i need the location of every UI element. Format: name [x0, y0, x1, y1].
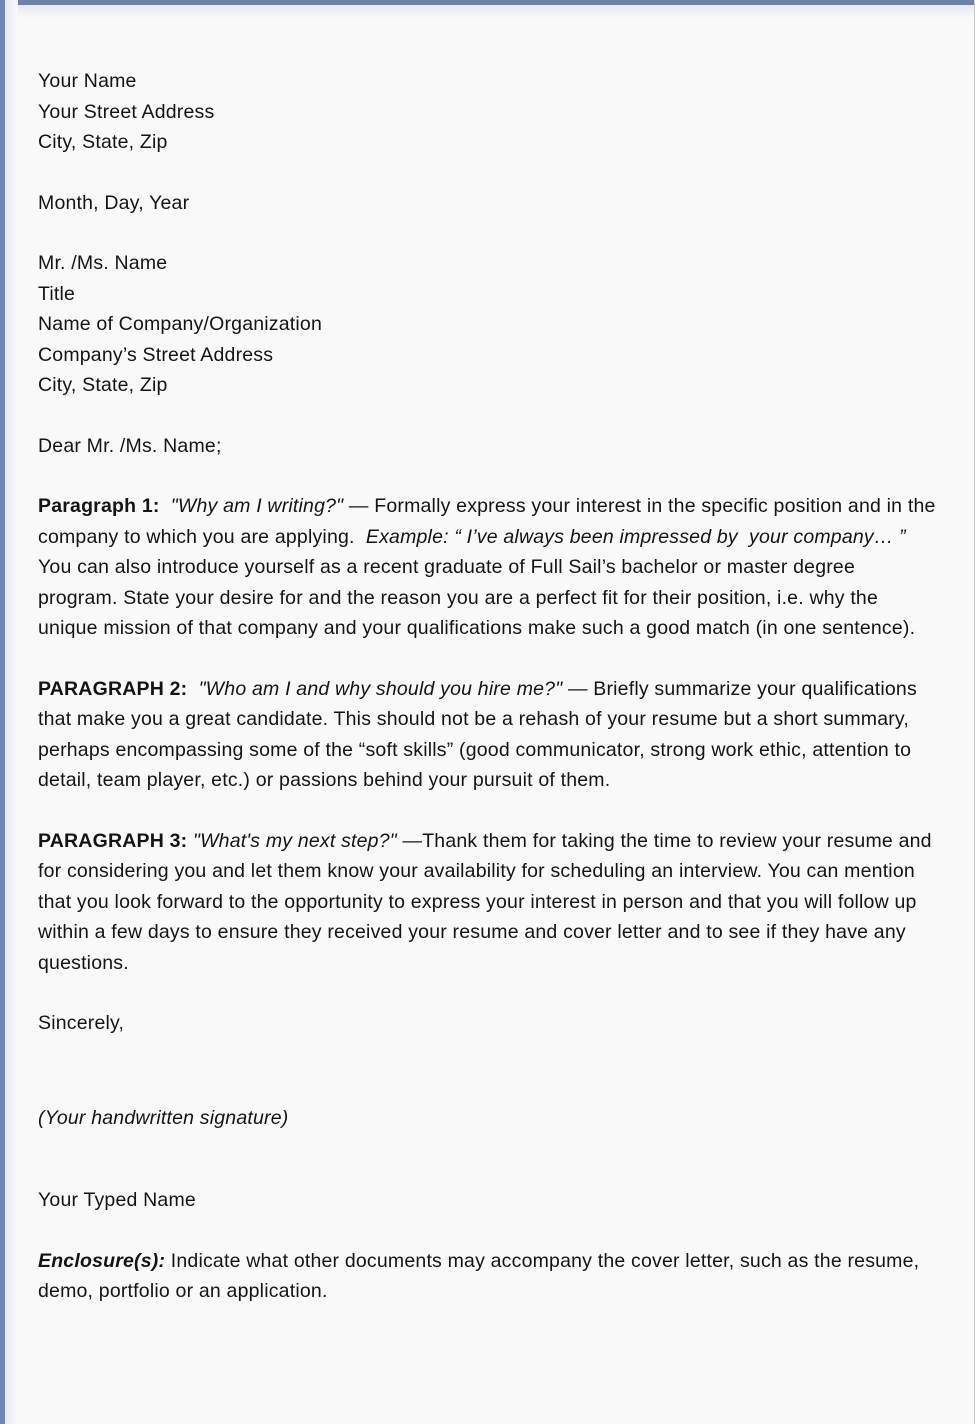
paragraph-3 [38, 826, 939, 979]
sender-address-block [38, 66, 939, 158]
spacer-after-paragraph-2 [38, 796, 939, 826]
paragraph-2-question: "Who am I and why should you hire me?" [198, 677, 563, 700]
recipient-name: Mr. /Ms. Name [38, 252, 168, 274]
typed-name-block [38, 1185, 939, 1216]
enclosure-label: Enclosure(s): [38, 1249, 166, 1272]
paragraph-1 [38, 491, 942, 644]
sender-street: Your Street Address [38, 100, 215, 123]
spacer-signature-bottom [38, 1133, 939, 1185]
paragraph-2-spacer [187, 678, 198, 700]
signature-placeholder: (Your handwritten signature) [38, 1106, 289, 1129]
paragraph-1-body-1: Formally express your interest in the specific position and in the company to which you are applying. [38, 495, 942, 548]
paragraph-1-label: Paragraph 1: [38, 495, 160, 517]
paragraph-1-spacer [160, 495, 171, 517]
spacer-before-enclosure [38, 1216, 939, 1246]
paragraph-3-body-1: Thank them for taking the time to review your resume and for considering you and let them know your availability for scheduling an interview. You can mention that you look forward to the opportunity to express your interest in person and that you will follow up within a few days to ensure they received your resume and cover letter and to see if they have any questions. [38, 829, 938, 974]
enclosure-text: Indicate what other documents may accompany the cover letter, such as the resume, demo, portfolio or an application. [38, 1249, 925, 1302]
spacer-after-paragraph-3 [38, 978, 939, 1008]
recipient-city-state-zip: City, State, Zip [38, 374, 168, 396]
paragraph-1-body-2: You can also introduce yourself as a recent graduate of Full Sail’s bachelor or master degree program. State your desire for and the reason you are a perfect fit for their position, i.e. why the unique mission of that company and your qualifications make such a good match (in one sentence). [38, 525, 917, 639]
date-line: Month, Day, Year [38, 191, 190, 214]
greeting-block [38, 431, 939, 462]
date-block [38, 188, 939, 219]
closing-sincerely: Sincerely, [38, 1012, 125, 1034]
spacer-after-recipient [38, 401, 939, 431]
paragraph-2 [38, 674, 939, 796]
paragraph-3-label: PARAGRAPH 3: [38, 829, 188, 852]
paragraph-1-dash: — [343, 495, 375, 517]
recipient-title: Title [38, 282, 76, 305]
spacer-signature-top [38, 1039, 939, 1103]
spacer-after-greeting [38, 461, 939, 491]
recipient-street: Company’s Street Address [38, 343, 274, 366]
sender-city-state-zip: City, State, Zip [38, 131, 168, 153]
sender-name: Your Name [38, 70, 137, 92]
closing-block [38, 1008, 939, 1039]
paragraph-1-question: "Why am I writing?" [170, 495, 344, 517]
paragraph-2-dash: — [562, 677, 594, 700]
greeting-line: Dear Mr. /Ms. Name; [38, 434, 222, 457]
paragraph-3-dash: — [396, 829, 423, 852]
signature-placeholder-block [38, 1103, 939, 1134]
paragraph-2-body-1: Briefly summarize your qualifications that make you a great candidate. This should not be a rehash of your resume but a short summary, perhaps encompassing some of the “soft skills” (good communicator, strong work ethic, attention to detail, team player, etc.) or passions behind your pursuit of them. [38, 677, 923, 791]
typed-name: Your Typed Name [38, 1189, 196, 1211]
spacer-after-sender [38, 158, 939, 188]
recipient-address-block [38, 248, 939, 401]
paragraph-2-label: PARAGRAPH 2: [38, 677, 188, 700]
paragraph-1-example: Example: “ I’ve always been impressed by your company… ” [360, 525, 906, 548]
paragraph-3-question: "What's my next step?" [192, 829, 397, 852]
spacer-after-paragraph-1 [38, 644, 939, 674]
recipient-organization: Name of Company/Organization [38, 313, 323, 335]
spacer-after-date [38, 218, 939, 248]
enclosure-paragraph [38, 1246, 939, 1307]
